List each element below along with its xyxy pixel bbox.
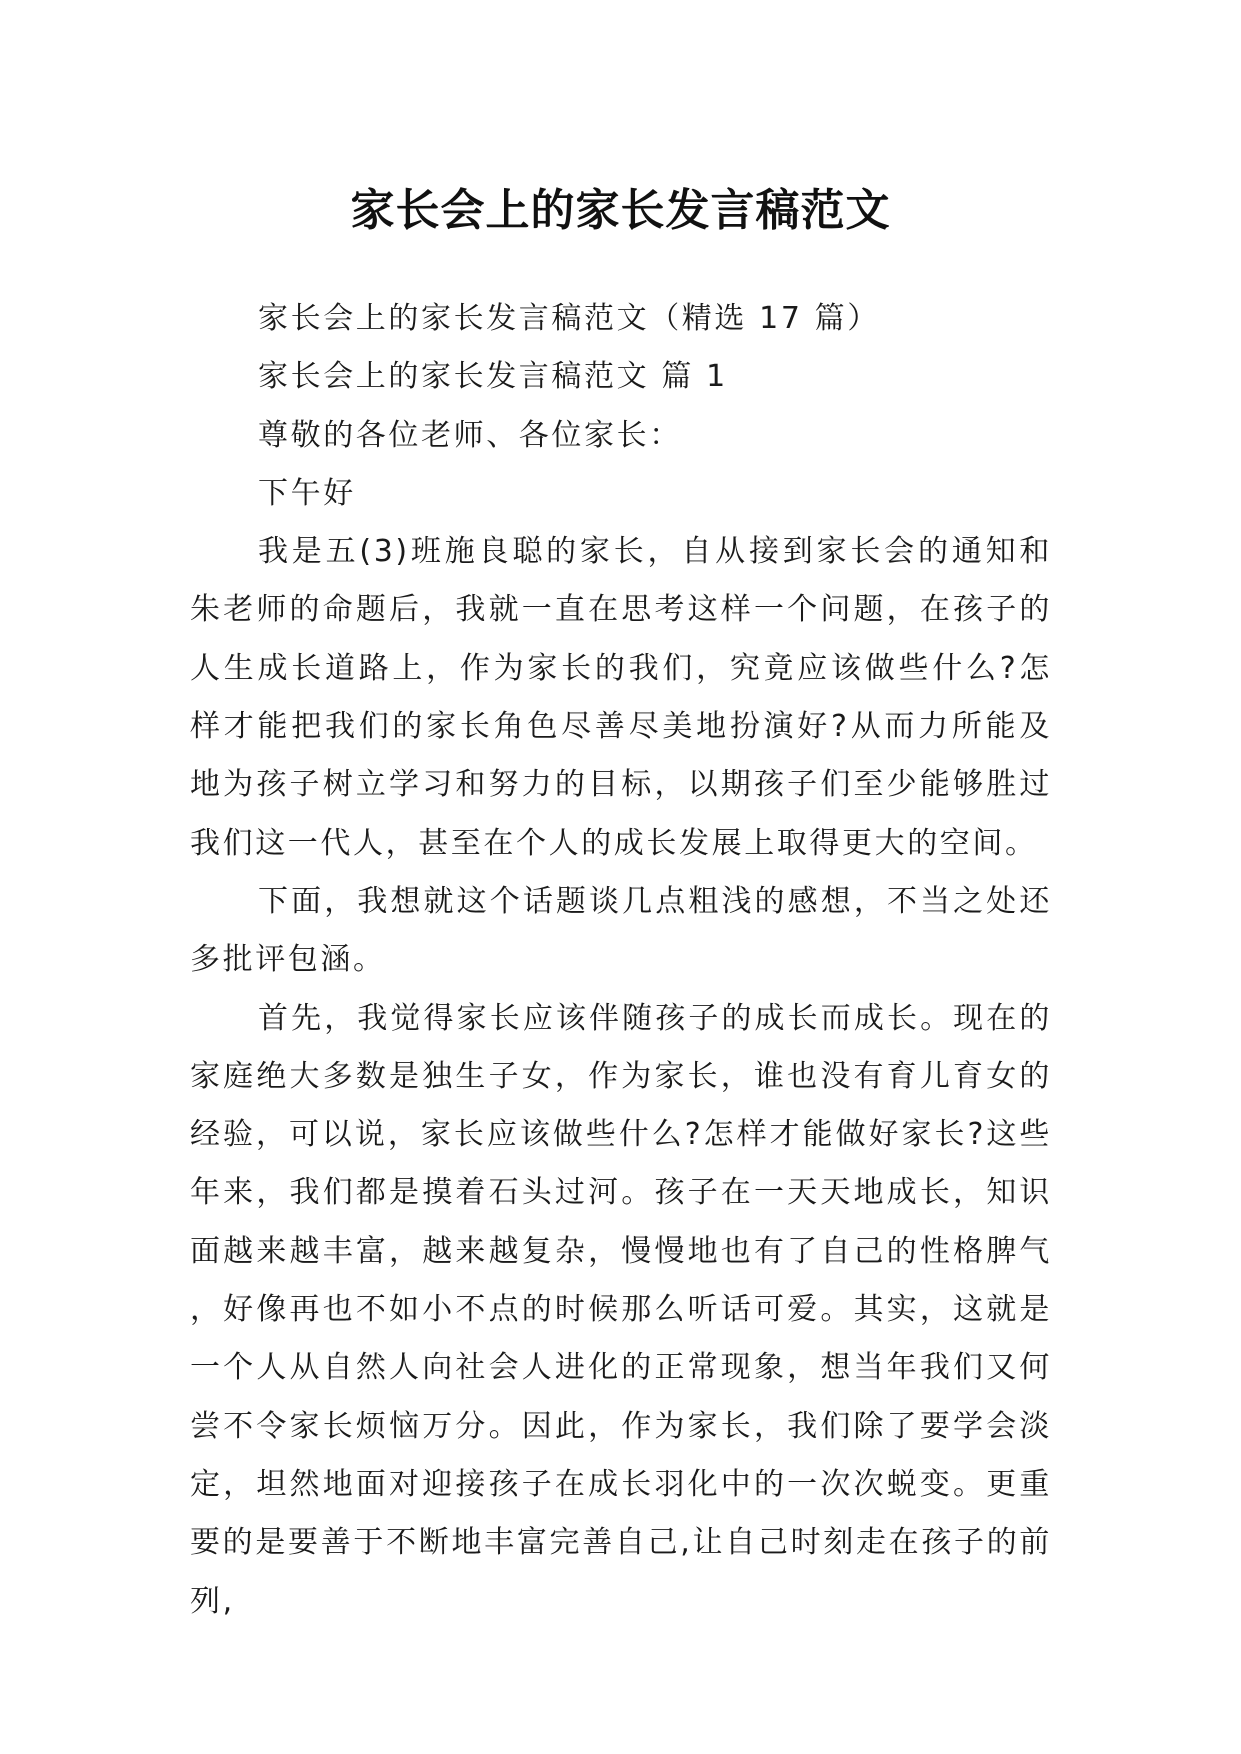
paragraph-subtitle: 家长会上的家长发言稿范文（精选 17 篇） [258,301,880,336]
document-body [190,290,1052,1631]
paragraph-transition: 下面，我想就这个话题谈几点粗浅的感想，不当之处还多批评包涵。 [190,883,1052,978]
paragraph-salutation: 尊敬的各位老师、各位家长： [258,417,682,453]
paragraph-section-heading: 家长会上的家长发言稿范文 篇 1 [258,359,728,395]
paragraph-introduction: 我是五(3)班施良聪的家长，自从接到家长会的通知和朱老师的命题后，我就一直在思考这样一个问题，在孩子的人生成长道路上，作为家长的我们，究竟应该做些什么?怎样才能把我们的家长角色尽善尽美地扮演好?从而力所能及地为孩子树立学习和努力的目标，以期孩子们至少能够胜过我们这一代人，甚至在个人的成长发展上取得更大的空间。 [190,534,1052,861]
document-title: 家长会上的家长发言稿范文 [350,185,891,237]
paragraph-first-point: 首先，我觉得家长应该伴随孩子的成长而成长。现在的家庭绝大多数是独生子女，作为家长，谁也没有育儿育女的经验，可以说，家长应该做些什么?怎样才能做好家长?这些年来，我们都是摸着石头过河。孩子在一天天地成长，知识面越来越丰富，越来越复杂，慢慢地也有了自己的性格脾气，好像再也不如小不点的时候那么听话可爱。其实，这就是一个人从自然人向社会人进化的正常现象，想当年我们又何尝不令家长烦恼万分。因此，作为家长，我们除了要学会淡定，坦然地面对迎接孩子在成长羽化中的一次次蜕变。更重要的是要善于不断地丰富完善自己,让自己时刻走在孩子的前列, [190,1000,1052,1619]
paragraph-greeting: 下午好 [258,475,356,511]
